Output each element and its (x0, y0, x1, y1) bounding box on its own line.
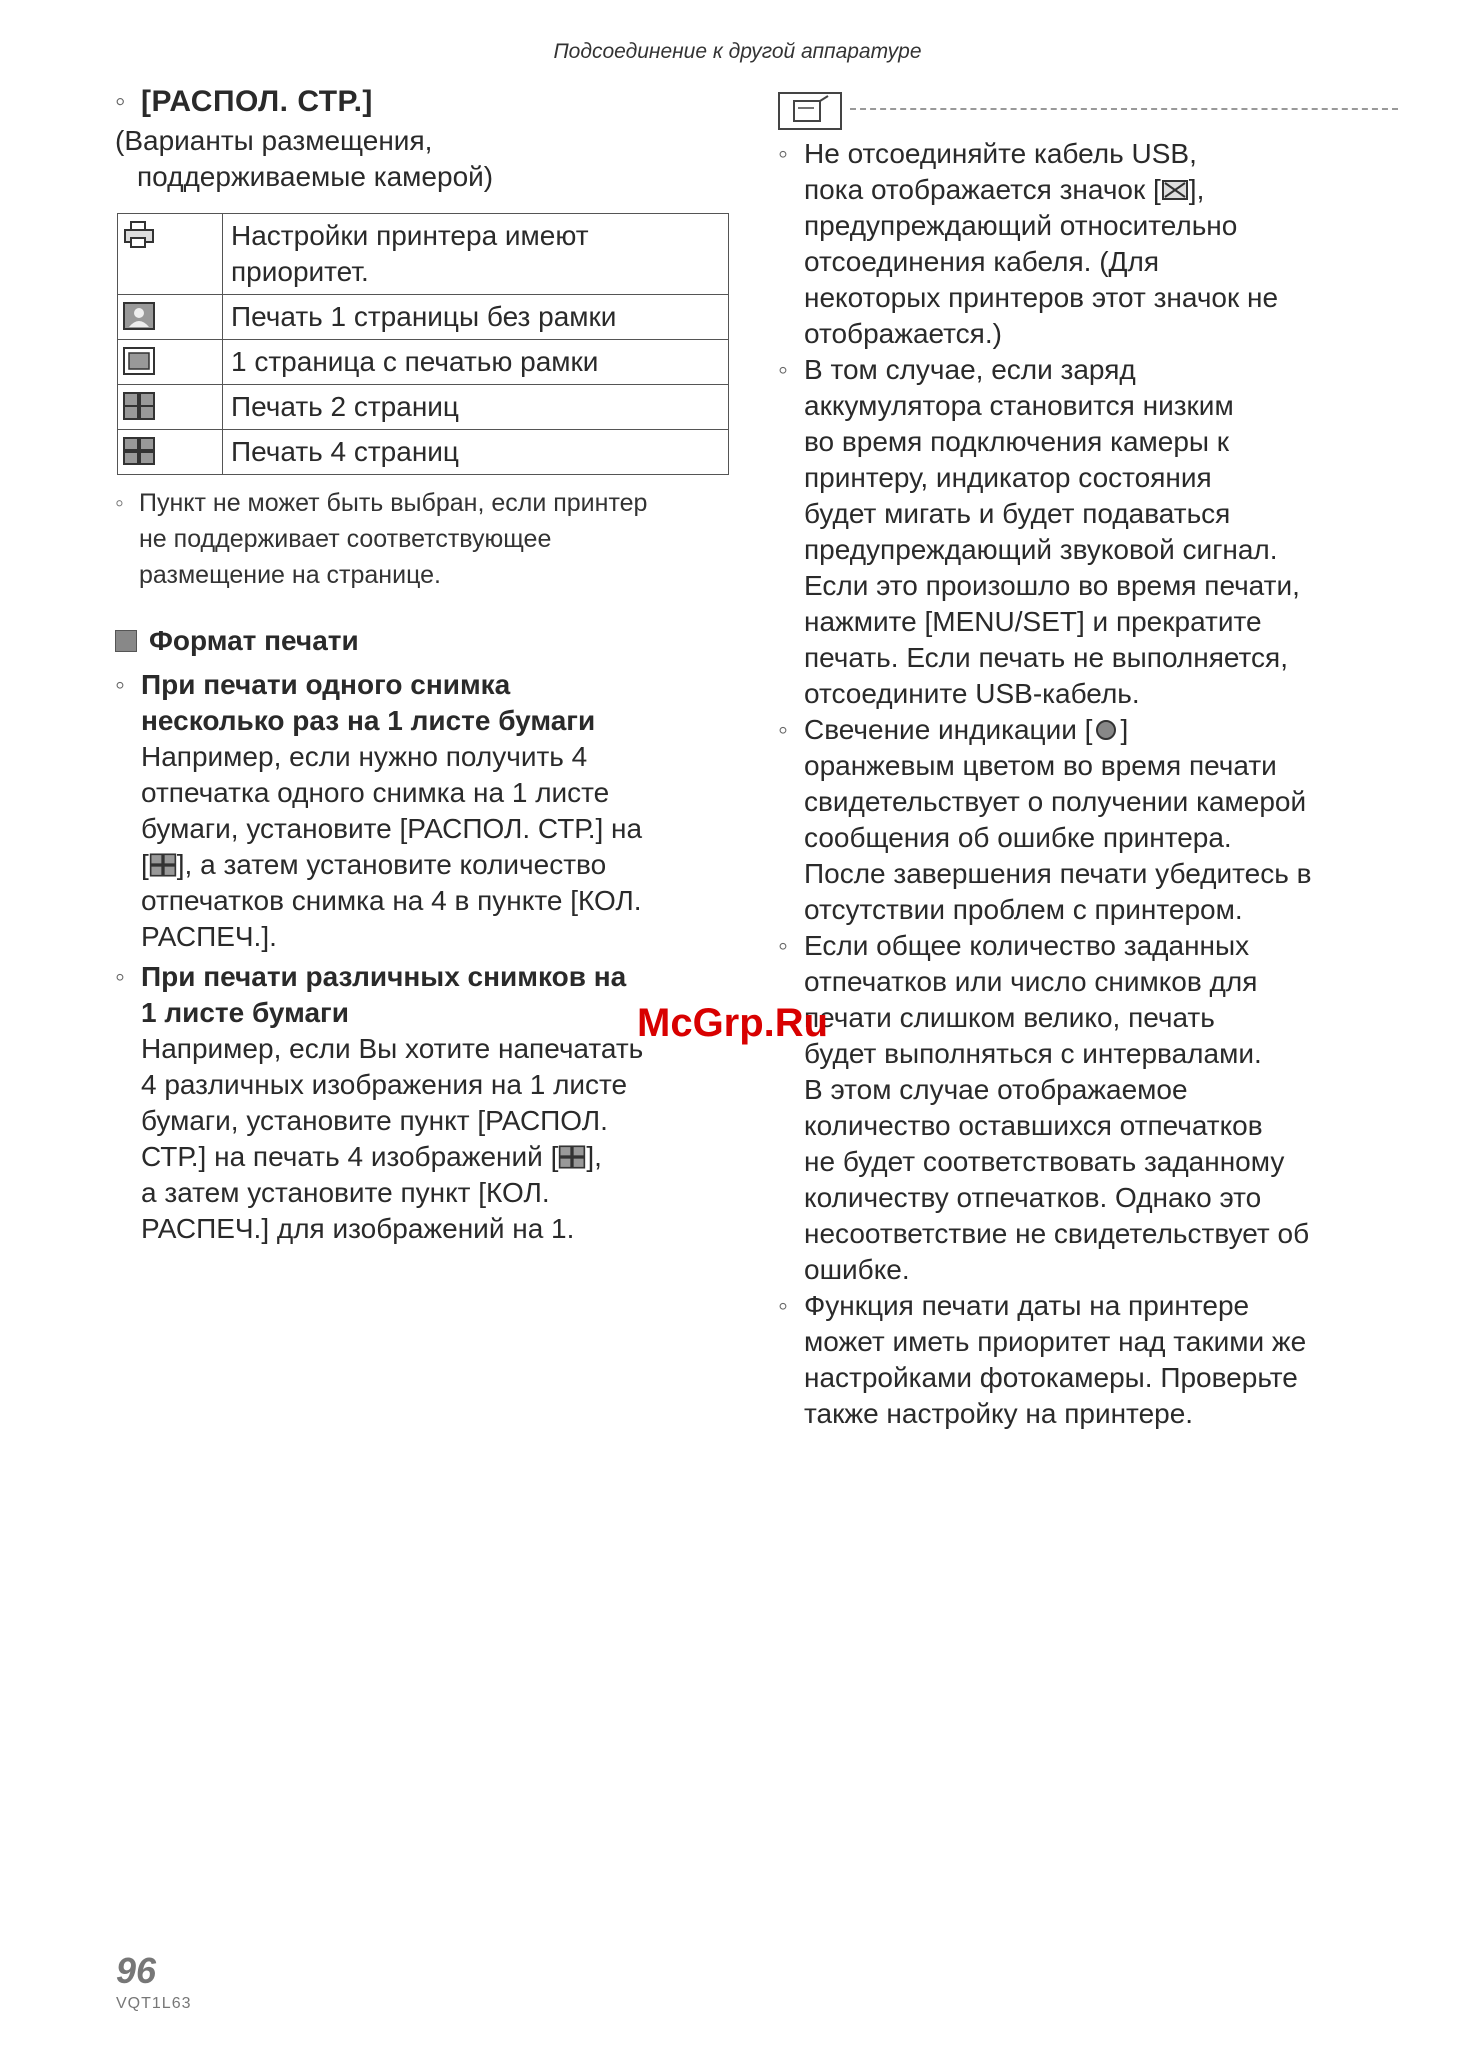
note-memo-icon (778, 92, 842, 130)
note-line: сообщения об ошибке принтера. (804, 822, 1232, 853)
section-heading (115, 625, 735, 657)
subtitle-line: (Варианты размещения, (115, 125, 433, 156)
bullet-text-fragment: ], (586, 1141, 602, 1172)
note-line (804, 172, 1398, 208)
layout-title: [РАСПОЛ. СТР.] (141, 85, 373, 118)
table-icon-cell (118, 430, 223, 475)
note-bullet: ◦ Если общее количество заданных отпечатков или число снимков для печати слишком велико, печать будет выполняться с интервалами. В этом случае отображаемое количество оставшихся отпечатков не будет соответствовать заданному количеству отпечатков. Однако это несоответствие не свидетельствует об ошибке. (778, 928, 1398, 1288)
bullet-text-line: РАСПЕЧ.]. (141, 921, 277, 952)
note-text-fragment: Свечение индикации [ (804, 714, 1093, 745)
memo-icon (780, 94, 840, 128)
bullet-text-line: бумаги, установите пункт [РАСПОЛ. (141, 1105, 608, 1136)
bullet-title-line: При печати различных снимков на (141, 961, 627, 992)
table-row (118, 295, 729, 340)
running-header: Подсоединение к другой аппаратуре (553, 40, 922, 63)
note-line: Не отсоединяйте кабель USB, (804, 138, 1197, 169)
note-line: отображается.) (804, 318, 1002, 349)
note-line: В том случае, если заряд (804, 354, 1136, 385)
table-text-cell: Печать 4 страниц (223, 430, 729, 475)
bordered-1page-icon (122, 346, 156, 376)
note-line: Если это произошло во время печати, (804, 570, 1300, 601)
note-line: оранжевым цветом во время печати (804, 750, 1277, 781)
note-line: количество оставшихся отпечатков (804, 1110, 1263, 1141)
layout-table (117, 213, 729, 475)
note-line: предупреждающий относительно (804, 210, 1238, 241)
section-title: Формат печати (149, 625, 359, 656)
note-line: аккумулятора становится низким (804, 390, 1234, 421)
note-line: будет мигать и будет подаваться (804, 498, 1231, 529)
table-text-cell: 1 страница с печатью рамки (223, 340, 729, 385)
right-column (778, 136, 1398, 1432)
layout-heading: ◦ [РАСПОЛ. СТР.] (115, 85, 373, 118)
table-icon-cell (118, 295, 223, 340)
note-bullet: ◦ Не отсоединяйте кабель USB, пока отображается значок [ ], предупреждающий относительно отсоединения кабеля. (Для некоторых принтеров этот значок не отображается.) (778, 136, 1398, 352)
note-line: печати слишком велико, печать (804, 1002, 1215, 1033)
status-indicator-icon (1092, 717, 1120, 743)
note-line: ошибке. (804, 1254, 910, 1285)
note-line: несоответствие не свидетельствует об (804, 1218, 1310, 1249)
table-icon-cell (118, 214, 223, 295)
disconnect-warning-icon (1161, 177, 1189, 203)
bullet-text-line: бумаги, установите [РАСПОЛ. СТР.] на (141, 813, 643, 844)
four-pages-icon (122, 436, 156, 466)
bullet-title-line: При печати одного снимка (141, 669, 511, 700)
bullet-text-line: а затем установите пункт [КОЛ. (141, 1177, 550, 1208)
bullet-title-line: 1 листе бумаги (141, 997, 349, 1028)
note-line: во время подключения камеры к (804, 426, 1230, 457)
note-line: нажмите [MENU/SET] и прекратите (804, 606, 1262, 637)
note-line: некоторых принтеров этот значок не (804, 282, 1279, 313)
note-line: не будет соответствовать заданному (804, 1146, 1285, 1177)
note-divider (850, 108, 1398, 110)
note-line: не поддерживает соответствующее (139, 525, 552, 553)
bullet-text-line: Например, если Вы хотите напечатать (141, 1033, 644, 1064)
layout-subtitle (115, 123, 735, 195)
note-line: принтеру, индикатор состояния (804, 462, 1212, 493)
note-line: будет выполняться с интервалами. (804, 1038, 1262, 1069)
table-row (118, 340, 729, 385)
table-row (118, 214, 729, 295)
four-pages-icon (558, 1144, 586, 1170)
note-line: Функция печати даты на принтере (804, 1290, 1250, 1321)
note-line: размещение на странице. (139, 561, 441, 589)
bullet-text-line: 4 различных изображения на 1 листе (141, 1069, 628, 1100)
note-bullet: ◦ В том случае, если заряд аккумулятора становится низким во время подключения камеры к принтеру, индикатор состояния будет мигать и будет подаваться предупреждающий звуковой сигнал. Если это произошло во время печати, нажмите [MENU/SET] и прекратите печать. Если печать не выполняется, отсоедините USB-кабель. (778, 352, 1398, 712)
table-icon-cell (118, 385, 223, 430)
note-line: отпечатков или число снимков для (804, 966, 1258, 997)
bullet-item: ◦ При печати различных снимков на 1 листе бумаги Например, если Вы хотите напечатать 4 различных изображения на 1 листе бумаги, установите пункт [РАСПОЛ. СТР.] на печать 4 изображений [ ], а затем установите пункт [КОЛ. РАСПЕЧ.] для изображений на 1. (115, 959, 735, 1247)
table-row (118, 385, 729, 430)
watermark-text: McGrp.Ru (637, 1001, 829, 1045)
note-line: предупреждающий звуковой сигнал. (804, 534, 1278, 565)
bullet-text-line: Например, если нужно получить 4 (141, 741, 588, 772)
left-column (115, 85, 735, 1247)
bullet-text-line: отпечатков снимка на 4 в пункте [КОЛ. (141, 885, 642, 916)
bullet-text-fragment: СТР.] на печать 4 изображений [ (141, 1141, 559, 1172)
two-pages-icon (122, 391, 156, 421)
bullet-text-line: отпечатка одного снимка на 1 листе (141, 777, 610, 808)
bullet-text-line (115, 1139, 735, 1175)
page-code: VQT1L63 (116, 1995, 192, 2012)
bullet-text-line: РАСПЕЧ.] для изображений на 1. (141, 1213, 575, 1244)
note-line: отсутствии проблем с принтером. (804, 894, 1243, 925)
note-line: настройками фотокамеры. Проверьте (804, 1362, 1298, 1393)
note-line: Если общее количество заданных (804, 930, 1250, 961)
table-text-cell: Печать 1 страницы без рамки (223, 295, 729, 340)
note-text-fragment: пока отображается значок [ (804, 174, 1161, 205)
note-bullet: ◦ Функция печати даты на принтере может иметь приоритет над такими же настройками фотокамеры. Проверьте также настройку на принтере. (778, 1288, 1398, 1432)
note-line: количеству отпечатков. Однако это (804, 1182, 1262, 1213)
note-text-fragment: ], (1188, 174, 1205, 205)
note-line (804, 712, 1398, 748)
note-line: В этом случае отображаемое (804, 1074, 1188, 1105)
borderless-1page-icon (122, 301, 156, 331)
table-note: ◦ Пункт не может быть выбран, если принтер не поддерживает соответствующее размещение на странице. (115, 485, 735, 593)
subtitle-line: поддерживаемые камерой) (137, 161, 494, 192)
table-icon-cell (118, 340, 223, 385)
table-row (118, 430, 729, 475)
bracket-text: [ (141, 849, 149, 880)
table-text-cell: Печать 2 страниц (223, 385, 729, 430)
bullet-item: ◦ При печати одного снимка несколько раз на 1 листе бумаги Например, если нужно получить 4 отпечатка одного снимка на 1 листе бумаги, установите [РАСПОЛ. СТР.] на [ ], а затем установите количество отпечатков снимка на 4 в пункте [КОЛ. РАСПЕЧ.]. (115, 667, 735, 955)
page-number: 96 (116, 1950, 157, 1991)
note-line: отсоединения кабеля. (Для (804, 246, 1160, 277)
square-bullet-icon (115, 630, 137, 652)
bullet-title-line: несколько раз на 1 листе бумаги (141, 705, 596, 736)
four-pages-icon (149, 852, 177, 878)
note-text-fragment: ] (1120, 714, 1129, 745)
note-line: свидетельствует о получении камерой (804, 786, 1307, 817)
bullet-text-line (115, 847, 735, 883)
note-bullet: ◦ Свечение индикации [ ] оранжевым цветом во время печати свидетельствует о получении камерой сообщения об ошибке принтера. После завершения печати убедитесь в отсутствии проблем с принтером. (778, 712, 1398, 928)
note-line: отсоедините USB-кабель. (804, 678, 1140, 709)
note-line: также настройку на принтере. (804, 1398, 1194, 1429)
note-line: После завершения печати убедитесь в (804, 858, 1312, 889)
note-line: печать. Если печать не выполняется, (804, 642, 1288, 673)
printer-icon (122, 220, 156, 250)
note-line: может иметь приоритет над такими же (804, 1326, 1307, 1357)
note-line: Пункт не может быть выбран, если принтер (139, 489, 648, 517)
table-text-cell: Настройки принтера имеют приоритет. (223, 214, 729, 295)
bullet-text-fragment: ], а затем установите количество (176, 849, 607, 880)
